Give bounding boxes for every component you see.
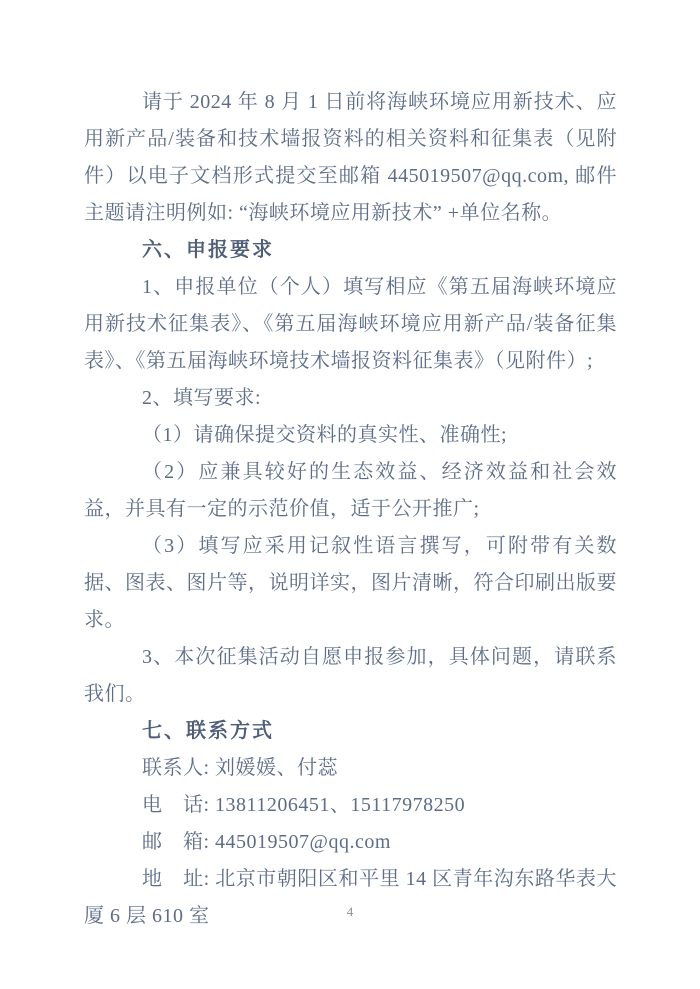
section-six-heading: 六、申报要求 [142,239,274,261]
section-six-item-2-sub-3: （3）填写应采用记叙性语言撰写，可附带有关数据、图表、图片等，说明详实，图片清晰，符合印刷出版要求。 [84,535,617,631]
contact-address-line: 地 址: 北京市朝阳区和平里 14 区青年沟东路华表大厦 6 层 610 室 [84,868,617,927]
section-six-item-1: 1、申报单位（个人）填写相应《第五届海峡环境应用新技术征集表》、《第五届海峡环境应用新产品/装备征集表》、《第五届海峡环境技术墙报资料征集表》（见附件）; [84,276,617,372]
contact-email-line: 邮 箱: 445019507@qq.com [142,831,391,853]
contact-phone-line: 电 话: 13811206451、15117978250 [142,794,466,816]
section-six-item-3: 3、本次征集活动自愿申报参加，具体问题，请联系我们。 [84,646,617,705]
page-number: 4 [346,904,354,919]
intro-paragraph: 请于 2024 年 8 月 1 日前将海峡环境应用新技术、应用新产品/装备和技术墙报资料的相关资料和征集表（见附件）以电子文档形式提交至邮箱 445019507@qq.com, 邮件主题请注明例如: “海峡环境应用新技术” +单位名称。 [84,91,617,224]
document-body [84,84,617,935]
section-six-item-2: 2、填写要求: [142,387,262,409]
section-seven-heading: 七、联系方式 [142,720,274,742]
section-six-item-2-sub-2: （2）应兼具较好的生态效益、经济效益和社会效益，并具有一定的示范价值，适于公开推广; [84,461,617,520]
contact-person-line: 联系人: 刘媛媛、付蕊 [142,757,339,779]
section-six-item-2-sub-1: （1）请确保提交资料的真实性、准确性; [142,424,508,446]
